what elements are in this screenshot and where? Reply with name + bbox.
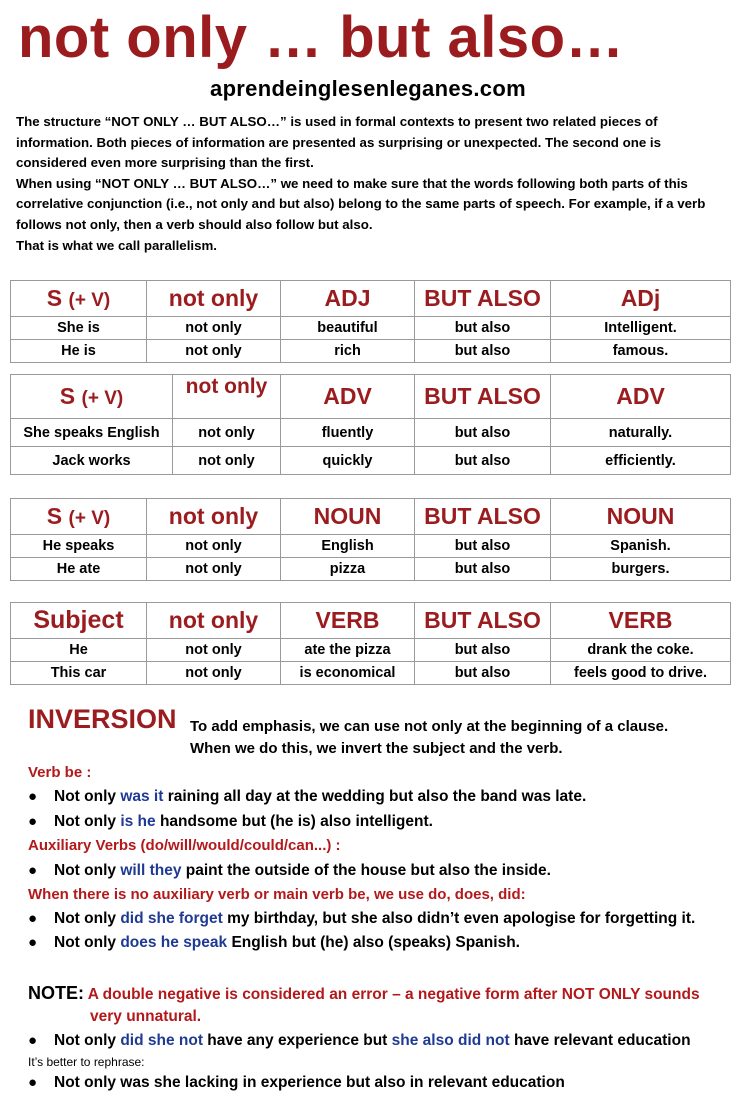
inversion-description: To add emphasis, we can use not only at the beginning of a clause. bbox=[190, 718, 669, 735]
table-cell: but also bbox=[415, 535, 551, 558]
page-title: not only … but also… bbox=[18, 5, 625, 70]
table-cell: He ate bbox=[11, 558, 147, 581]
header-subject: S (+ V) bbox=[11, 499, 147, 535]
header-pos: ADj bbox=[551, 281, 731, 317]
table-cell: burgers. bbox=[551, 558, 731, 581]
table-cell: not only bbox=[147, 317, 281, 340]
table-cell: Intelligent. bbox=[551, 317, 731, 340]
table-cell: but also bbox=[415, 639, 551, 662]
header-subject: S (+ V) bbox=[11, 375, 173, 419]
header-not-only: not only bbox=[147, 603, 281, 639]
header-not-only: not only bbox=[147, 499, 281, 535]
bullet-icon: ● bbox=[28, 788, 38, 805]
table-cell: not only bbox=[147, 535, 281, 558]
bullet-icon: ● bbox=[28, 910, 38, 927]
note-text: A double negative is considered an error – a negative form after NOT ONLY sounds bbox=[87, 986, 700, 1003]
table-cell: but also bbox=[415, 340, 551, 363]
example-bullet: ● Not only did she forget my birthday, but she also didn’t even apologise for forgetting it. bbox=[28, 910, 696, 927]
site-url: aprendeinglesenleganes.com bbox=[210, 76, 526, 101]
table-cell: This car bbox=[11, 662, 147, 685]
table-cell: but also bbox=[415, 558, 551, 581]
header-pos: ADV bbox=[281, 375, 415, 419]
header-pos: ADJ bbox=[281, 281, 415, 317]
intro-text bbox=[16, 112, 728, 256]
header-subject: S (+ V) bbox=[11, 281, 147, 317]
table-cell: beautiful bbox=[281, 317, 415, 340]
header-pos: ADV bbox=[551, 375, 731, 419]
table-cell: drank the coke. bbox=[551, 639, 731, 662]
table-row bbox=[11, 317, 731, 340]
table-row bbox=[11, 662, 731, 685]
bullet-icon: ● bbox=[28, 813, 38, 830]
table-cell: efficiently. bbox=[551, 447, 731, 475]
table-header-row bbox=[11, 499, 731, 535]
table-cell: naturally. bbox=[551, 419, 731, 447]
table-cell: She is bbox=[11, 317, 147, 340]
table-cell: not only bbox=[147, 639, 281, 662]
grammar-table-adj bbox=[10, 280, 731, 363]
table-cell: but also bbox=[415, 662, 551, 685]
intro-paragraph: That is what we call parallelism. bbox=[16, 237, 218, 253]
verb-be-label: Verb be : bbox=[28, 764, 92, 781]
table-cell: but also bbox=[415, 317, 551, 340]
header-but-also: BUT ALSO bbox=[415, 281, 551, 317]
table-cell: He speaks bbox=[11, 535, 147, 558]
example-bullet: ● Not only did she not have any experience but she also did not have relevant education bbox=[28, 1032, 691, 1049]
table-cell: rich bbox=[281, 340, 415, 363]
table-cell: not only bbox=[173, 447, 281, 475]
table-cell: He bbox=[11, 639, 147, 662]
do-does-did-label: When there is no auxiliary verb or main verb be, we use do, does, did: bbox=[28, 886, 526, 903]
bullet-icon: ● bbox=[28, 1032, 38, 1049]
note-text-continued: very unnatural. bbox=[90, 1008, 202, 1025]
bullet-icon: ● bbox=[28, 1074, 38, 1091]
grammar-table-noun bbox=[10, 498, 731, 581]
table-row bbox=[11, 558, 731, 581]
table-cell: but also bbox=[415, 447, 551, 475]
table-row bbox=[11, 639, 731, 662]
header-but-also: BUT ALSO bbox=[415, 603, 551, 639]
header-pos: VERB bbox=[281, 603, 415, 639]
header-not-only: not only bbox=[173, 375, 281, 419]
header-pos: VERB bbox=[551, 603, 731, 639]
example-bullet: ● Not only will they paint the outside of the house but also the inside. bbox=[28, 862, 551, 879]
inversion-heading: INVERSION bbox=[28, 704, 177, 734]
table-cell: feels good to drive. bbox=[551, 662, 731, 685]
table-cell: is economical bbox=[281, 662, 415, 685]
inversion-description: When we do this, we invert the subject and the verb. bbox=[190, 740, 563, 757]
bullet-icon: ● bbox=[28, 934, 38, 951]
header-but-also: BUT ALSO bbox=[415, 375, 551, 419]
table-cell: not only bbox=[147, 558, 281, 581]
header-but-also: BUT ALSO bbox=[415, 499, 551, 535]
table-cell: quickly bbox=[281, 447, 415, 475]
table-cell: Jack works bbox=[11, 447, 173, 475]
auxiliary-verbs-label: Auxiliary Verbs (do/will/would/could/can...) : bbox=[28, 837, 341, 854]
example-bullet: ● Not only is he handsome but (he is) also intelligent. bbox=[28, 813, 433, 830]
table-cell: She speaks English bbox=[11, 419, 173, 447]
grammar-table-adv bbox=[10, 374, 731, 475]
header-not-only: not only bbox=[147, 281, 281, 317]
note-label: NOTE: bbox=[28, 983, 84, 1003]
grammar-table-verb bbox=[10, 602, 731, 685]
table-cell: pizza bbox=[281, 558, 415, 581]
table-header-row bbox=[11, 375, 731, 419]
table-cell: but also bbox=[415, 419, 551, 447]
table-cell: famous. bbox=[551, 340, 731, 363]
table-cell: not only bbox=[147, 340, 281, 363]
intro-paragraph: When using “NOT ONLY … BUT ALSO…” we need to make sure that the words following both parts of this correlative conjunction (i.e., not only and but also) belong to the same parts of speech. For example, if a verb follows not only, then a verb should also follow but also. bbox=[16, 175, 706, 232]
intro-paragraph: The structure “NOT ONLY … BUT ALSO…” is used in formal contexts to present two related pieces of information. Both pieces of information are presented as surprising or unexpected. The second one is considered even more surprising than the first. bbox=[16, 114, 662, 171]
header-pos: NOUN bbox=[281, 499, 415, 535]
table-row bbox=[11, 535, 731, 558]
table-cell: He is bbox=[11, 340, 147, 363]
bullet-icon: ● bbox=[28, 862, 38, 879]
table-row bbox=[11, 419, 731, 447]
table-cell: not only bbox=[173, 419, 281, 447]
table-cell: ate the pizza bbox=[281, 639, 415, 662]
header-subject: Subject bbox=[11, 603, 147, 639]
table-header-row bbox=[11, 281, 731, 317]
table-header-row bbox=[11, 603, 731, 639]
example-bullet: ● Not only was it raining all day at the wedding but also the band was late. bbox=[28, 788, 587, 805]
table-row bbox=[11, 340, 731, 363]
table-row bbox=[11, 447, 731, 475]
table-cell: fluently bbox=[281, 419, 415, 447]
example-bullet: ● Not only was she lacking in experience but also in relevant education bbox=[28, 1074, 565, 1091]
table-cell: English bbox=[281, 535, 415, 558]
table-cell: Spanish. bbox=[551, 535, 731, 558]
note-line bbox=[28, 983, 700, 1004]
header-pos: NOUN bbox=[551, 499, 731, 535]
table-cell: not only bbox=[147, 662, 281, 685]
rephrase-note: It’s better to rephrase: bbox=[28, 1055, 145, 1069]
example-bullet: ● Not only does he speak English but (he) also (speaks) Spanish. bbox=[28, 934, 520, 951]
